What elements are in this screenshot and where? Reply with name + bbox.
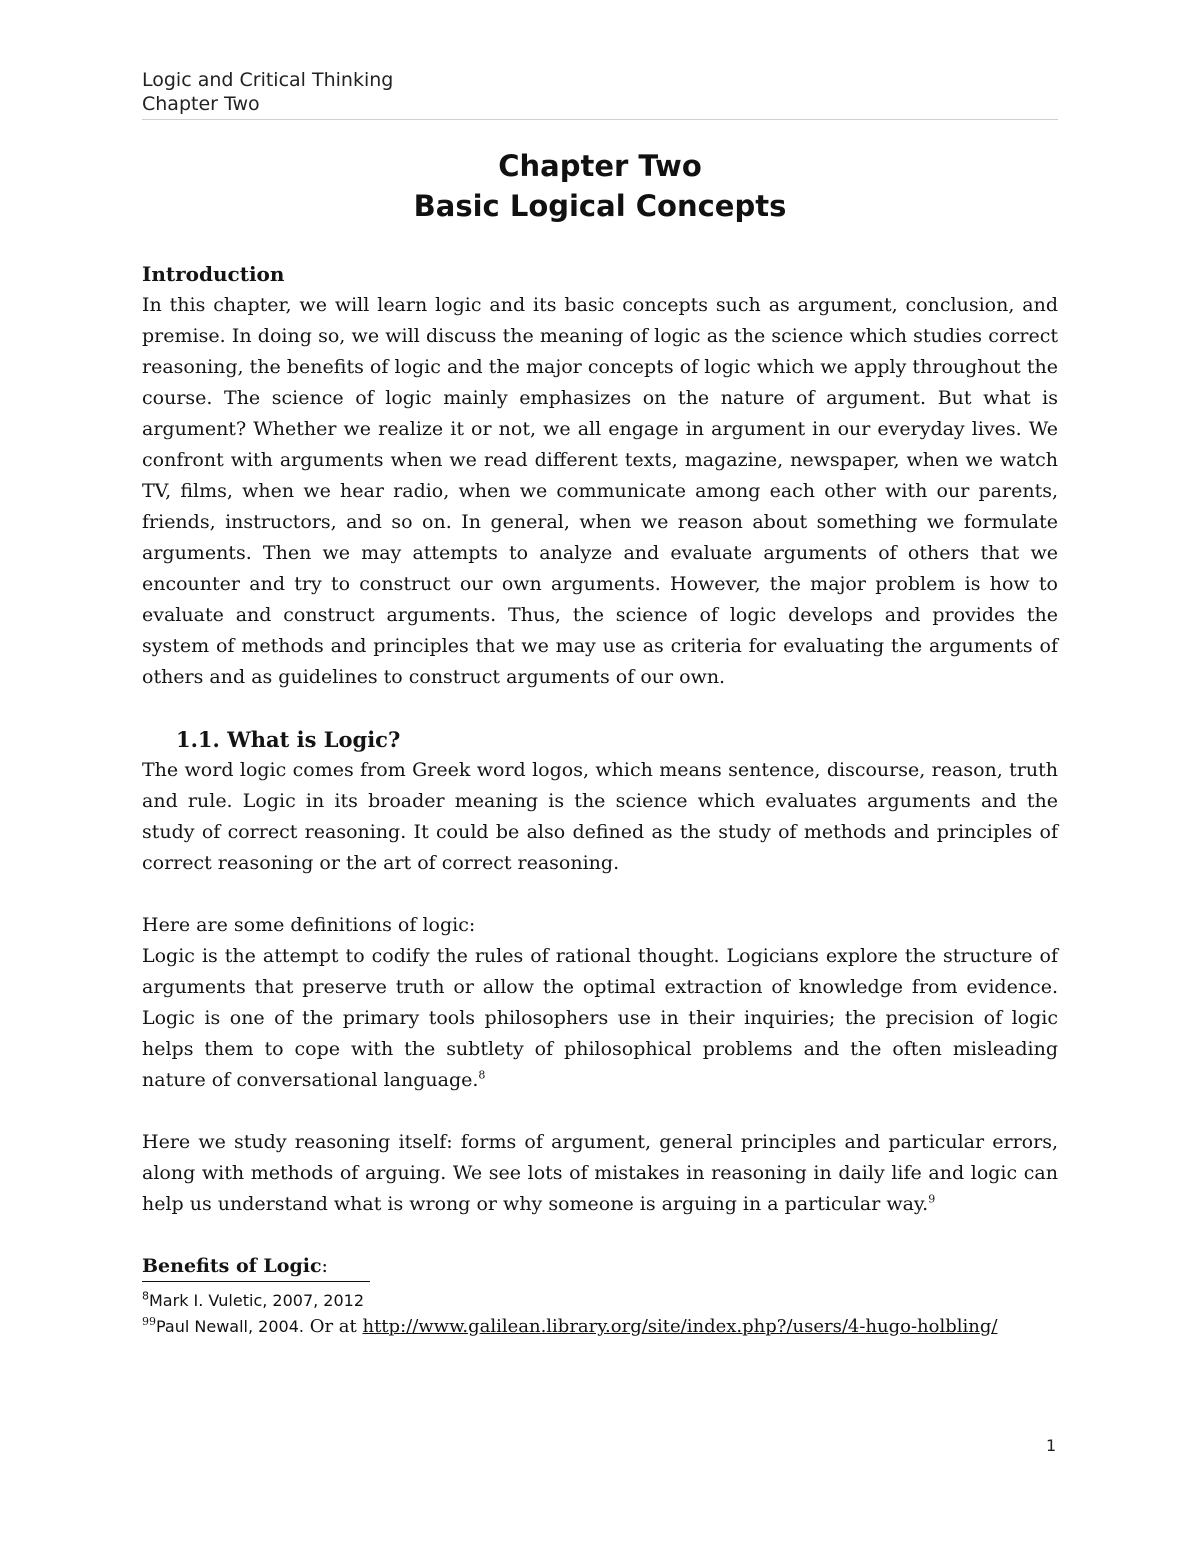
- footnotes: [142, 1288, 1058, 1340]
- header-chapter: Chapter Two: [142, 93, 260, 115]
- chapter-title-number: Chapter Two: [498, 149, 702, 183]
- footnote-8-text: Mark I. Vuletic, 2007, 2012: [149, 1291, 365, 1310]
- benefits-heading-text: Benefits of Logic: [142, 1255, 322, 1277]
- footnote-ref-9[interactable]: 9: [928, 1192, 936, 1206]
- footnote-8-mark: 8: [142, 1289, 149, 1303]
- introduction-heading: Introduction: [142, 262, 285, 286]
- footnote-separator: [142, 1281, 370, 1282]
- benefits-heading-colon: :: [321, 1255, 328, 1277]
- definition-paragraph-1: [142, 941, 1058, 1096]
- header-divider: [142, 119, 1058, 120]
- page-number: 1: [1046, 1436, 1057, 1455]
- definitions-intro: Here are some definitions of logic:: [142, 914, 476, 936]
- footnote-9-mark: 99: [142, 1315, 156, 1328]
- header-book-title: Logic and Critical Thinking: [142, 69, 394, 91]
- footnote-9-link[interactable]: http://www.galilean.library.org/site/index.php?/users/4-hugo-holbling/: [362, 1316, 998, 1337]
- footnote-8: [142, 1288, 1058, 1314]
- chapter-title: [142, 146, 1058, 226]
- definition-paragraph-2: [142, 1127, 1058, 1220]
- section-heading-what-is-logic: 1.1. What is Logic?: [176, 727, 401, 752]
- paragraph-spacer: [142, 879, 1058, 910]
- chapter-title-name: Basic Logical Concepts: [413, 189, 787, 223]
- footnote-9: [142, 1314, 1058, 1340]
- footnote-9-author: Paul Newall, 2004.: [156, 1317, 304, 1336]
- introduction-paragraph: In this chapter, we will learn logic and its basic concepts such as argument, conclusion, and premise. In doing so, we will discuss the meaning of logic as the science which studies correct reasoning, the benefits of logic and the major concepts of logic which we apply throughout the course. The science of logic mainly emphasizes on the nature of argument. But what is argument? Whether we realize it or not, we all engage in argument in our everyday lives. We confront with arguments when we read different texts, magazine, newspaper, when we watch TV, films, when we hear radio, when we communicate among each other with our parents, friends, instructors, and so on. In general, when we reason about something we formulate arguments. Then we may attempts to analyze and evaluate arguments of others that we encounter and try to construct our own arguments. However, the major problem is how to evaluate and construct arguments. Thus, the science of logic develops and provides the system of methods and principles that we may use as criteria for evaluating the arguments of others and as guidelines to construct arguments of our own.: [142, 294, 1058, 688]
- what-is-logic-paragraph: The word logic comes from Greek word logos, which means sentence, discourse, reason, truth and rule. Logic in its broader meaning is the science which evaluates arguments and the study of correct reasoning. It could be also defined as the study of methods and principles of correct reasoning or the art of correct reasoning.: [142, 759, 1058, 874]
- definition-1-text: Logic is the attempt to codify the rules of rational thought. Logicians explore the structure of arguments that preserve truth or allow the optimal extraction of knowledge from evidence. Logic is one of the primary tools philosophers use in their inquiries; the precision of logic helps them to cope with the subtlety of philosophical problems and the often misleading nature of conversational language.: [142, 945, 1058, 1091]
- running-header: [142, 68, 1058, 116]
- footnote-ref-8[interactable]: 8: [478, 1068, 486, 1082]
- main-content: [142, 259, 1058, 1282]
- benefits-heading: [142, 1251, 1058, 1282]
- definition-2-text: Here we study reasoning itself: forms of argument, general principles and particular errors, along with methods of arguing. We see lots of mistakes in reasoning in daily life and logic can help us understand what is wrong or why someone is arguing in a particular way.: [142, 1131, 1058, 1215]
- footnote-9-text: Or at: [303, 1316, 363, 1337]
- paragraph-spacer: [142, 1096, 1058, 1127]
